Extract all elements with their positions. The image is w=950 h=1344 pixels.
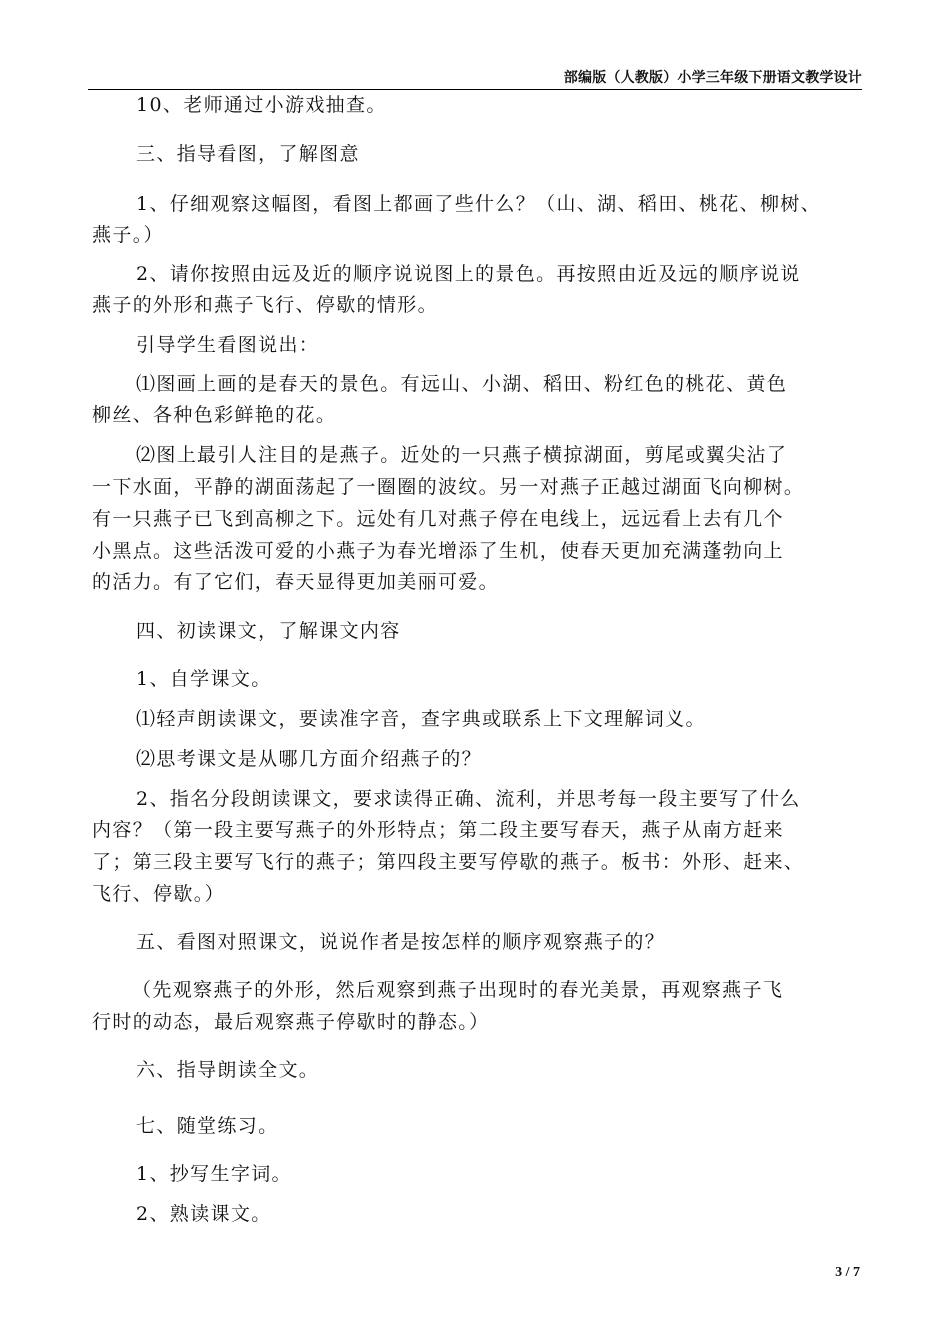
paragraph: ⑵思考课文是从哪几方面介绍燕子的？: [136, 748, 482, 770]
paragraph-line: 柳丝、各种色彩鲜艳的花。: [92, 404, 337, 426]
paragraph: 10、老师通过小游戏抽查。: [136, 94, 387, 116]
paragraph-line: 2、请你按照由远及近的顺序说说图上的景色。再按照由近及远的顺序说说: [136, 263, 801, 285]
paragraph-line: 小黑点。这些活泼可爱的小燕子为春光增添了生机，使春天更加充满蓬勃向上: [92, 540, 784, 562]
section-heading: 五、看图对照课文，说说作者是按怎样的顺序观察燕子的？: [136, 931, 666, 953]
paragraph-line: 2、指名分段朗读课文，要求读得正确、流利，并思考每一段主要写了什么: [136, 788, 801, 810]
paragraph-line: 燕子的外形和燕子飞行、停歇的情形。: [92, 294, 438, 316]
paragraph-line: 有一只燕子已飞到高柳之下。远处有几对燕子停在电线上，远远看上去有几个: [92, 508, 784, 530]
paragraph-line: 飞行、停歇。）: [92, 883, 225, 905]
paragraph: 1、抄写生字词。: [136, 1163, 292, 1185]
paragraph-line: 的活力。有了它们，春天显得更加美丽可爱。: [92, 571, 500, 593]
paragraph-line: 内容？（第一段主要写燕子的外形特点；第二段主要写春天，燕子从南方赶来: [92, 819, 784, 841]
paragraph-line: 一下水面，平静的湖面荡起了一圈圈的波纹。另一对燕子正越过湖面飞向柳树。: [92, 476, 805, 498]
paragraph: 1、自学课文。: [136, 668, 272, 690]
paragraph-line: ⑵图上最引人注目的是燕子。近处的一只燕子横掠湖面，剪尾或翼尖沾了: [136, 444, 788, 466]
paragraph-line: ⑴图画上画的是春天的景色。有远山、小湖、稻田、粉红色的桃花、黄色: [136, 373, 788, 395]
page-number: 3 / 7: [835, 1265, 860, 1280]
paragraph: 引导学生看图说出：: [136, 334, 320, 356]
paragraph-line: 了；第三段主要写飞行的燕子；第四段主要写停歇的燕子。板书：外形、赶来、: [92, 851, 805, 873]
section-heading: 六、指导朗读全文。: [136, 1059, 320, 1081]
section-heading: 四、初读课文，了解课文内容: [136, 620, 401, 642]
paragraph-line: 1、仔细观察这幅图，看图上都画了些什么？（山、湖、稻田、桃花、柳树、: [136, 193, 821, 215]
paragraph-line: 行时的动态，最后观察燕子停歇时的静态。）: [92, 1011, 490, 1033]
section-heading: 三、指导看图，了解图意: [136, 143, 360, 165]
section-heading: 七、随堂练习。: [136, 1115, 279, 1137]
paragraph: 2、熟读课文。: [136, 1203, 272, 1225]
paragraph-line: （先观察燕子的外形，然后观察到燕子出现时的春光美景，再观察燕子飞: [132, 979, 784, 1001]
paragraph-line: 燕子。）: [92, 224, 164, 246]
header-title: 部编版（人教版）小学三年级下册语文教学设计: [563, 70, 862, 86]
paragraph: ⑴轻声朗读课文，要读准字音，查字典或联系上下文理解词义。: [136, 708, 706, 730]
page-header: [88, 67, 862, 90]
